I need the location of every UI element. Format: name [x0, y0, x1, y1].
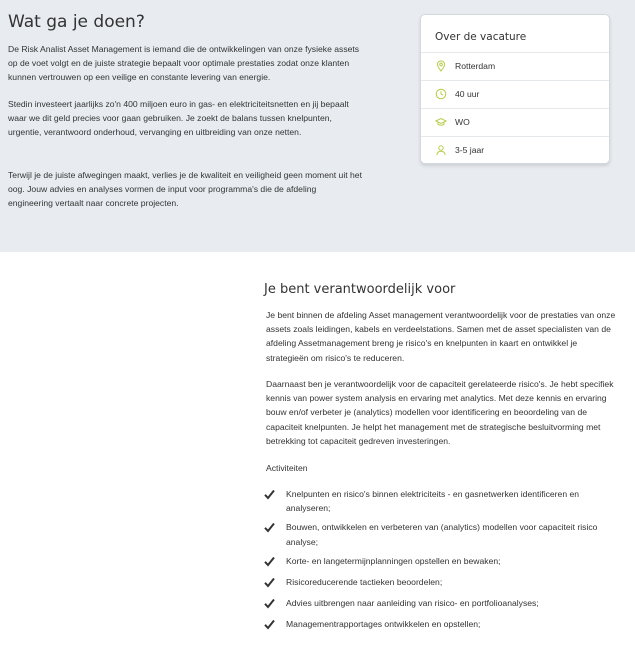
intro-section [0, 0, 635, 252]
list-item [264, 554, 624, 568]
vacancy-card-title: Over de vacature [435, 31, 527, 43]
vacancy-card [420, 14, 610, 164]
list-item [264, 617, 624, 631]
activity-text: Bouwen, ontwikkelen en verbeteren van (analytics) modellen voor capaciteit risico analyse; [286, 522, 598, 547]
vacancy-education-row [421, 108, 609, 136]
vacancy-experience-row [421, 136, 609, 164]
intro-paragraph-2: Stedin investeert jaarlijks zo'n 400 miljoen euro in gas- en elektriciteitsnetten en jij bepaalt waar we dit geld precies voor gaan gebruiken. Je zoekt de balans tussen knelpunten, urgentie, verantwoord onderhoud, vervanging en uitbreiding van onze netten. [8, 99, 349, 138]
location-pin-icon [435, 60, 447, 72]
vacancy-hours-row [421, 80, 609, 108]
vacancy-location-row [421, 52, 609, 80]
intro-title: Wat ga je doen? [8, 12, 145, 32]
responsibilities-paragraph-2: Daarnaast ben je verantwoordelijk voor de capaciteit gerelateerde risico's. Je hebt specifiek kennis van power system analysis en ervaring met analytics. Met deze kennis en ervaring bouw en/of verbeter je (analytics) modellen voor identificering en beoordeling van de capaciteit knelpunten. Je helpt het management met de strategische besluitvorming met betrekking tot capaciteit gedreven investeringen. [266, 379, 614, 446]
checkmark-icon [264, 522, 275, 533]
intro-paragraph-1: De Risk Analist Asset Management is iemand die de ontwikkelingen van onze fysieke assets op de voet volgt en de juiste strategie bepaalt voor optimale prestaties zodat onze klanten kunnen vertrouwen op een veilige en constante levering van energie. [8, 44, 360, 83]
vacancy-education: WO [455, 117, 470, 127]
person-icon [435, 144, 447, 156]
activities-label: Activiteiten [266, 463, 308, 473]
vacancy-experience: 3-5 jaar [455, 145, 485, 155]
activity-text: Risicoreducerende tactieken beoordelen; [286, 577, 443, 588]
responsibilities-title: Je bent verantwoordelijk voor [264, 282, 456, 297]
activity-text: Knelpunten en risico's binnen elektriciteits - en gasnetwerken identificeren en analyseren; [286, 489, 580, 514]
checkmark-icon [264, 598, 275, 609]
checkmark-icon [264, 619, 275, 630]
list-item [264, 596, 624, 610]
list-item [264, 575, 624, 589]
list-item [264, 487, 624, 515]
vacancy-location: Rotterdam [455, 61, 496, 71]
clock-icon [435, 88, 447, 100]
activities-list [264, 487, 624, 632]
activity-text: Advies uitbrengen naar aanleiding van risico- en portfolioanalyses; [286, 598, 539, 609]
list-item [264, 520, 624, 548]
responsibilities-paragraph-1: Je bent binnen de afdeling Asset management verantwoordelijk voor de prestaties van onze assets zoals leidingen, kabels en verdeelstations. Samen met de asset specialisten van de afdeling Assetmanagement breng je risico's en knelpunten in kaart en ontwikkel je strategieën om risico's te reduceren. [266, 310, 616, 363]
intro-paragraph-3: Terwijl je de juiste afwegingen maakt, verlies je de kwaliteit en veiligheid geen moment uit het oog. Jouw advies en analyses vormen de input voor programma's die de afdeling engineering vertaalt naar concrete projecten. [8, 170, 362, 209]
checkmark-icon [264, 577, 275, 588]
activity-text: Korte- en langetermijnplanningen opstellen en bewaken; [286, 555, 501, 566]
graduation-cap-icon [435, 116, 447, 128]
vacancy-hours: 40 uur [455, 89, 480, 99]
checkmark-icon [264, 556, 275, 567]
activity-text: Managementrapportages ontwikkelen en opstellen; [286, 619, 481, 630]
checkmark-icon [264, 489, 275, 500]
